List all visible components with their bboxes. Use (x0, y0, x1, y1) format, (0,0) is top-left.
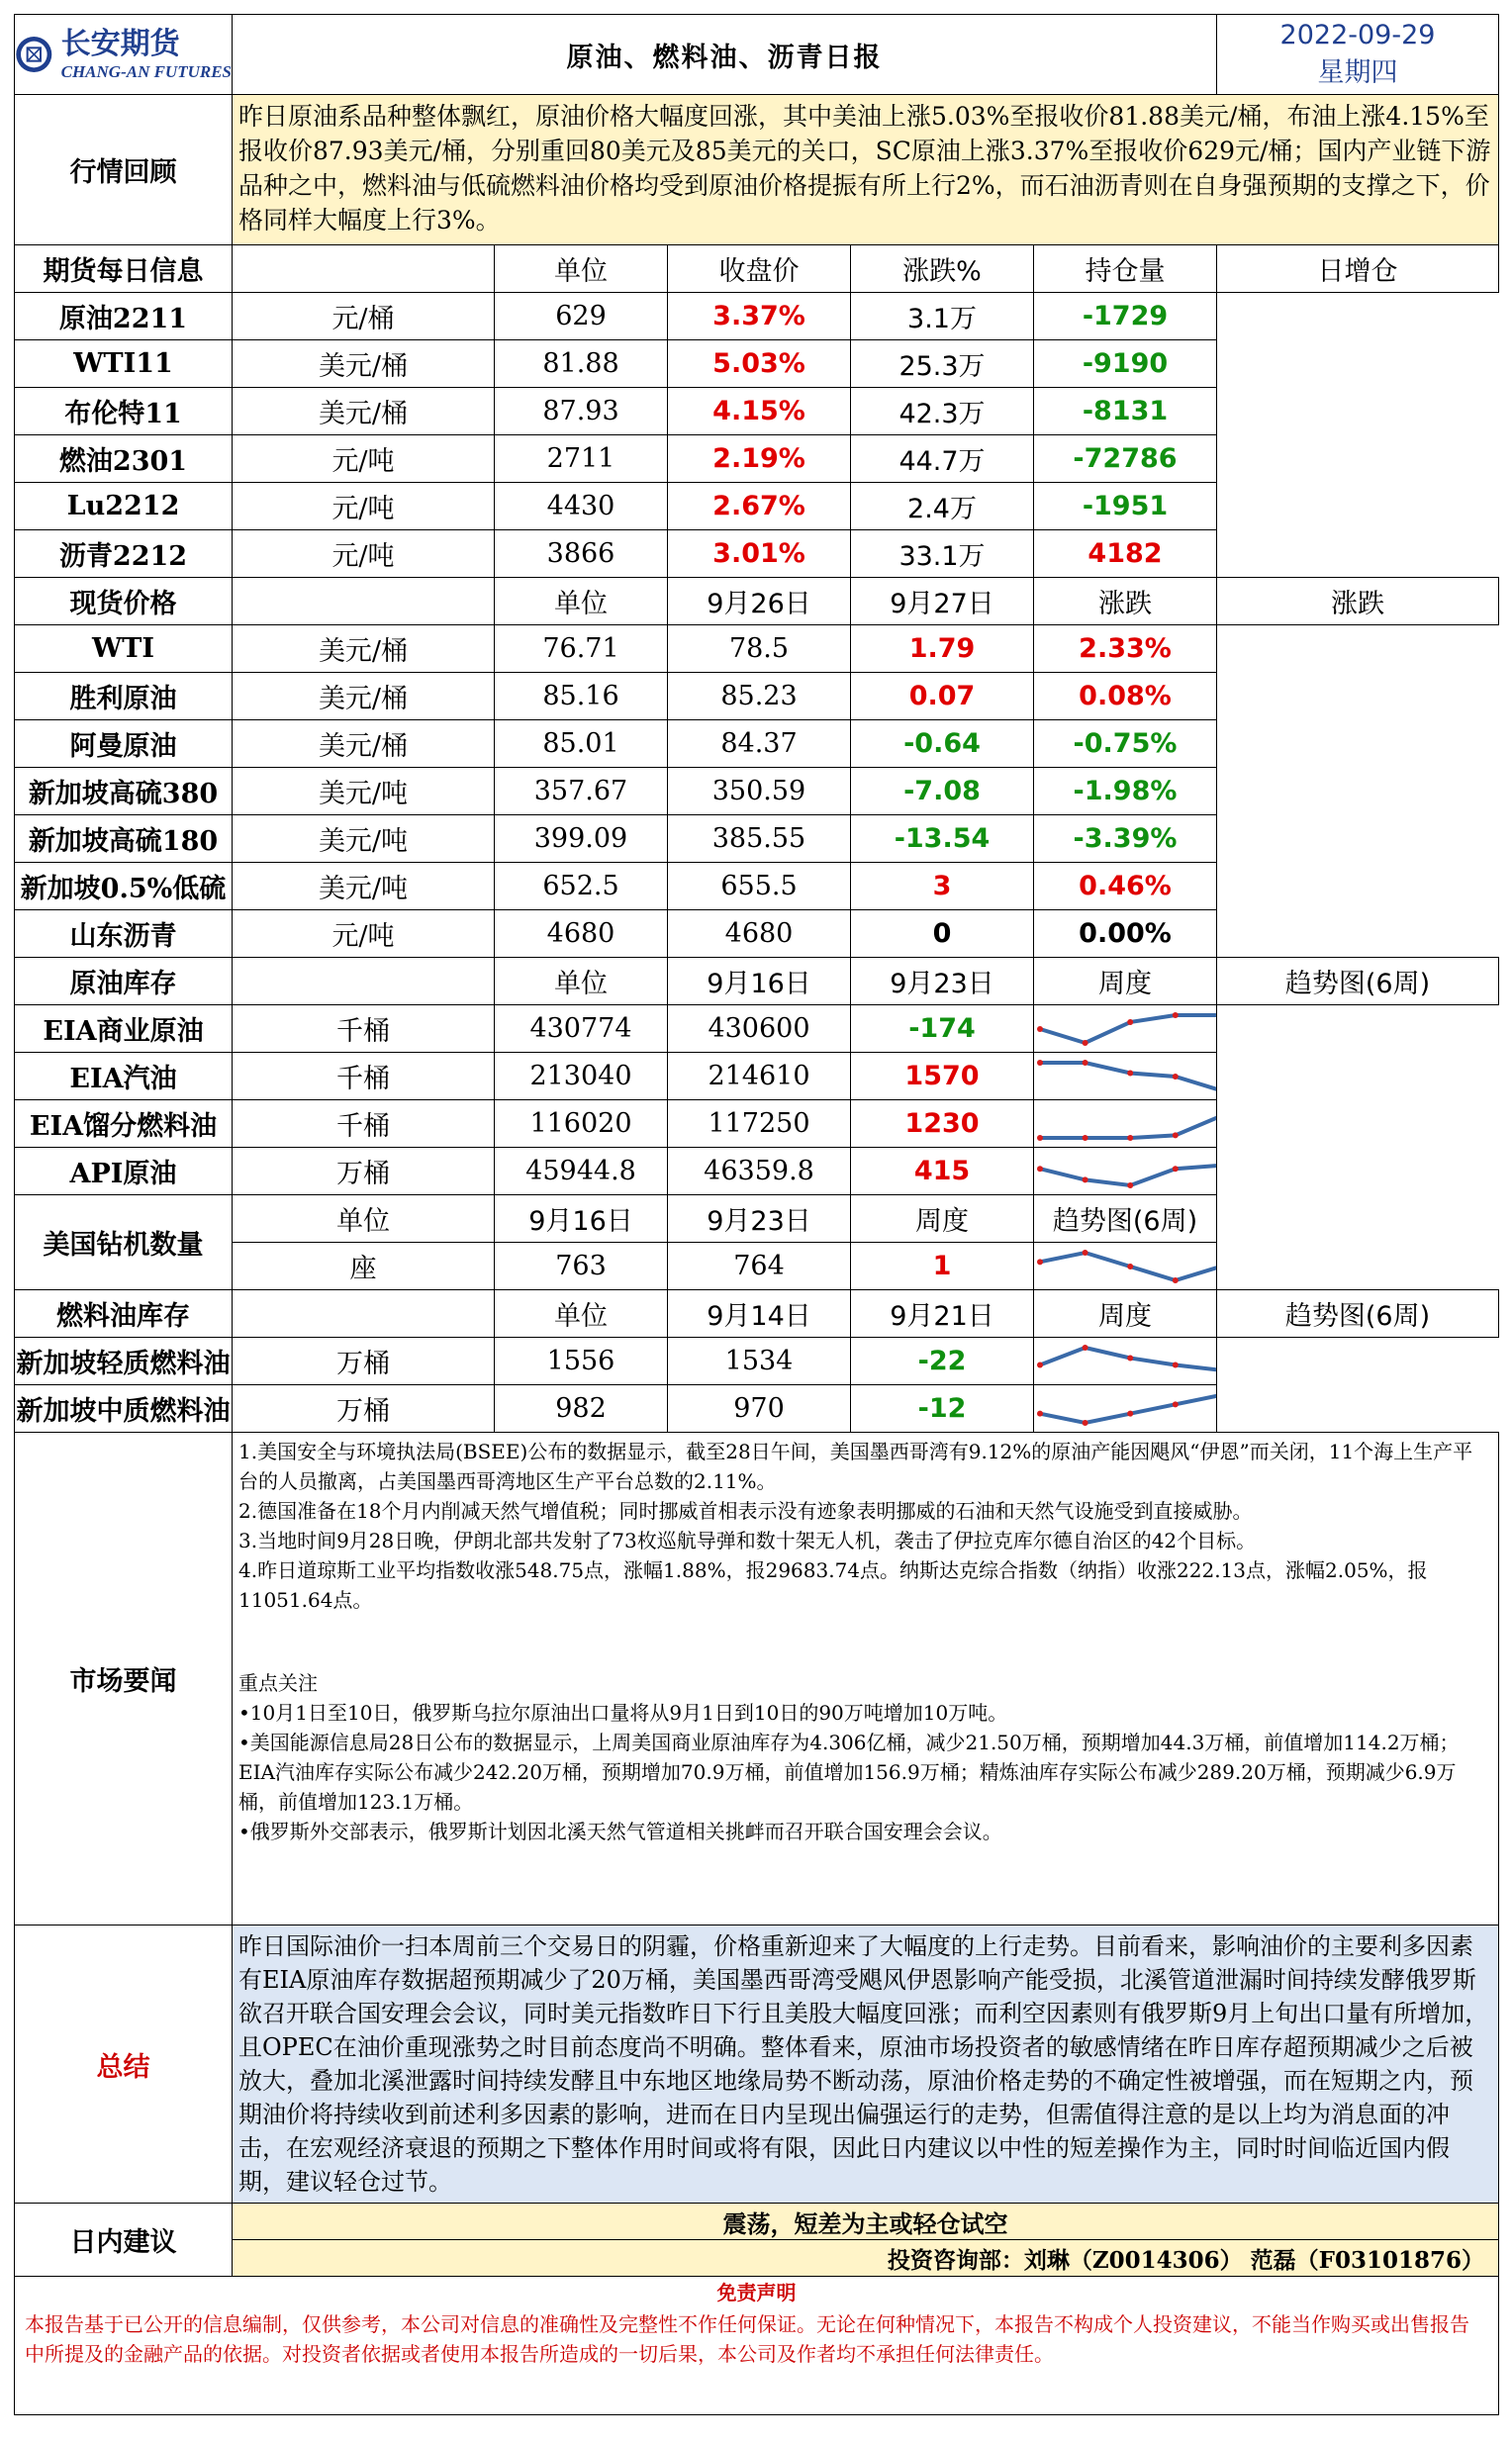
crude-trend-0-point-3 (1173, 1012, 1179, 1018)
analyst-info: 投资咨询部：刘琳（Z0014306） 范磊（F03101876） (233, 2240, 1499, 2277)
futures-chg: 5.03% (668, 340, 851, 388)
crude-trend-2-point-1 (1083, 1135, 1088, 1141)
fuel-header-d1: 9月14日 (668, 1290, 851, 1338)
futures-header-blank (233, 245, 495, 293)
news-item: 1.美国安全与环境执法局(BSEE)公布的数据显示，截至28日午间，美国墨西哥湾有9.12%的原油产能因飓风“伊恩”而关闭，11个海上生产平台的人员撤离，占美国墨西哥湾地区生产平台总数的2.11%。 (238, 1440, 1473, 1493)
futures-header-doi: 日增仓 (1217, 245, 1499, 293)
fuel-header-chg: 周度 (1034, 1290, 1217, 1338)
fuel-trend-1-line (1040, 1395, 1217, 1423)
crude-trend-1-line (1040, 1063, 1217, 1090)
market-review-label: 行情回顾 (15, 95, 233, 245)
rig-trend-sparkline (1034, 1247, 1217, 1286)
rig-d2: 764 (668, 1243, 851, 1290)
crude-trend-3-point-3 (1173, 1166, 1179, 1172)
spot-name: 阿曼原油 (15, 720, 233, 768)
fuel-name: 新加坡中质燃料油 (15, 1385, 233, 1433)
news-content (233, 1433, 1499, 1925)
spot-name: 新加坡0.5%低硫 (15, 863, 233, 910)
focus-items (238, 1698, 1492, 1846)
futures-label: 期货每日信息 (15, 245, 233, 293)
crude-d1: 430774 (495, 1005, 668, 1053)
fuel-header-unit: 单位 (495, 1290, 668, 1338)
futures-oi: 33.1万 (851, 530, 1034, 578)
futures-header-chg: 涨跌% (851, 245, 1034, 293)
report-date (1217, 15, 1499, 95)
crude-trend-2-point-3 (1173, 1132, 1179, 1138)
futures-doi: -9190 (1034, 340, 1217, 388)
advice-text: 震荡，短差为主或轻仓试空 (233, 2204, 1499, 2240)
futures-chg: 4.15% (668, 388, 851, 435)
crude-trend-3-point-0 (1037, 1166, 1043, 1172)
spot-chg: -0.64 (851, 720, 1034, 768)
spot-name: 新加坡高硫180 (15, 815, 233, 863)
spot-d2: 385.55 (668, 815, 851, 863)
rig-trend-point-1 (1083, 1250, 1088, 1256)
spot-unit: 美元/吨 (233, 815, 495, 863)
futures-name: WTI11 (15, 340, 233, 388)
focus-item: •美国能源信息局28日公布的数据显示，上周美国商业原油库存为4.306亿桶，减少21.50万桶，预期增加44.3万桶，前值增加114.2万桶；EIA汽油库存实际公布减少242.20万桶，预期增加70.9万桶，前值增加156.9万桶；精炼油库存实际公布减少289.20万桶，预期减少6.9万桶，前值增加123.1万桶。 (238, 1731, 1460, 1814)
rig-count-name: 美国钻机数量 (15, 1195, 233, 1290)
spot-header-pct: 涨跌 (1217, 578, 1499, 625)
futures-unit: 元/吨 (233, 483, 495, 530)
futures-row (15, 388, 1499, 435)
futures-chg: 3.01% (668, 530, 851, 578)
crude-name: EIA商业原油 (15, 1005, 233, 1053)
advice-label: 日内建议 (15, 2204, 233, 2277)
fuel-name: 新加坡轻质燃料油 (15, 1338, 233, 1385)
crude-header-unit: 单位 (495, 958, 668, 1005)
futures-chg: 3.37% (668, 293, 851, 340)
spot-chg: 0 (851, 910, 1034, 958)
crude-unit: 千桶 (233, 1053, 495, 1100)
news-item: 2.德国准备在18个月内削减天然气增值税；同时挪威首相表示没有迹象表明挪威的石油和天然气设施受到直接威胁。 (238, 1499, 1253, 1523)
fuel-trend-cell (1034, 1338, 1217, 1385)
fuel-trend-0-point-0 (1037, 1362, 1043, 1367)
spot-unit: 美元/桶 (233, 625, 495, 673)
spot-row (15, 863, 1499, 910)
spot-unit: 美元/吨 (233, 863, 495, 910)
crude-unit: 万桶 (233, 1148, 495, 1195)
spot-d2: 350.59 (668, 768, 851, 815)
futures-doi: -8131 (1034, 388, 1217, 435)
spot-pct: -3.39% (1034, 815, 1217, 863)
fuel-trend-1-point-3 (1173, 1401, 1179, 1407)
crude-name: API原油 (15, 1148, 233, 1195)
futures-row (15, 483, 1499, 530)
crude-trend-cell (1034, 1100, 1217, 1148)
fuel-trend-0-point-2 (1127, 1355, 1133, 1361)
rig-header-chg: 周度 (851, 1195, 1034, 1243)
crude-trend-0-point-1 (1083, 1040, 1088, 1046)
rig-header-unit: 单位 (233, 1195, 495, 1243)
futures-close: 2711 (495, 435, 668, 483)
spot-pct: 2.33% (1034, 625, 1217, 673)
futures-doi: 4182 (1034, 530, 1217, 578)
fuel-unit: 万桶 (233, 1385, 495, 1433)
crude-trend-3-sparkline (1034, 1152, 1217, 1191)
crude-trend-0-line (1040, 1015, 1217, 1043)
focus-title: 重点关注 (238, 1671, 318, 1695)
spot-chg: 0.07 (851, 673, 1034, 720)
fuel-trend-cell (1034, 1385, 1217, 1433)
crude-name: EIA汽油 (15, 1053, 233, 1100)
daily-report (14, 14, 1498, 2428)
futures-unit: 元/吨 (233, 530, 495, 578)
futures-unit: 美元/桶 (233, 388, 495, 435)
spot-d2: 84.37 (668, 720, 851, 768)
futures-unit: 美元/桶 (233, 340, 495, 388)
spot-d1: 357.67 (495, 768, 668, 815)
focus-item: •俄罗斯外交部表示，俄罗斯计划因北溪天然气管道相关挑衅而召开联合国安理会会议。 (238, 1820, 1002, 1843)
crude-trend-2-line (1040, 1110, 1217, 1138)
fuel-chg: -22 (851, 1338, 1034, 1385)
crude-d2: 46359.8 (668, 1148, 851, 1195)
logo-cn: 长安期货 (60, 27, 180, 61)
fuel-trend-1-sparkline (1034, 1389, 1217, 1429)
crude-header-chg: 周度 (1034, 958, 1217, 1005)
changan-logo-icon (15, 26, 53, 83)
futures-chg: 2.67% (668, 483, 851, 530)
spot-unit: 美元/吨 (233, 768, 495, 815)
crude-d2: 117250 (668, 1100, 851, 1148)
logo-cell (15, 15, 233, 95)
crude-inventory-label: 原油库存 (15, 958, 233, 1005)
spot-name: 新加坡高硫380 (15, 768, 233, 815)
focus-item: •10月1日至10日，俄罗斯乌拉尔原油出口量将从9月1日到10日的90万吨增加10万吨。 (238, 1701, 1008, 1725)
crude-header-d2: 9月23日 (851, 958, 1034, 1005)
spot-d2: 78.5 (668, 625, 851, 673)
spot-unit: 美元/桶 (233, 720, 495, 768)
fuel-trend-0-line (1040, 1348, 1217, 1375)
spot-header-unit: 单位 (495, 578, 668, 625)
crude-chg: 1230 (851, 1100, 1034, 1148)
fuel-trend-1-point-0 (1037, 1410, 1043, 1416)
futures-doi: -72786 (1034, 435, 1217, 483)
crude-header-trend: 趋势图(6周) (1217, 958, 1499, 1005)
crude-d1: 213040 (495, 1053, 668, 1100)
fuel-trend-1-point-1 (1083, 1420, 1088, 1426)
spot-row (15, 625, 1499, 673)
spot-pct: -1.98% (1034, 768, 1217, 815)
fuel-header-d2: 9月21日 (851, 1290, 1034, 1338)
futures-name: Lu2212 (15, 483, 233, 530)
crude-trend-1-sparkline (1034, 1057, 1217, 1096)
spot-d2: 85.23 (668, 673, 851, 720)
spot-chg: 1.79 (851, 625, 1034, 673)
crude-trend-2-sparkline (1034, 1104, 1217, 1144)
fuel-d2: 1534 (668, 1338, 851, 1385)
summary-label: 总结 (15, 1925, 233, 2204)
disclaimer (15, 2277, 1499, 2415)
spot-header-d2: 9月27日 (851, 578, 1034, 625)
rig-chg: 1 (851, 1243, 1034, 1290)
crude-row (15, 1053, 1499, 1100)
crude-row (15, 1148, 1499, 1195)
crude-row (15, 1100, 1499, 1148)
spot-row (15, 768, 1499, 815)
news-item: 4.昨日道琼斯工业平均指数收涨548.75点，涨幅1.88%，报29683.74点。纳斯达克综合指数（纳指）收涨222.13点，涨幅2.05%，报11051.64点。 (238, 1558, 1428, 1612)
spot-row (15, 720, 1499, 768)
spot-chg: -13.54 (851, 815, 1034, 863)
fuel-header-blank (233, 1290, 495, 1338)
futures-close: 3866 (495, 530, 668, 578)
futures-unit: 元/吨 (233, 435, 495, 483)
futures-doi: -1729 (1034, 293, 1217, 340)
weekday-text: 星期四 (1317, 57, 1398, 88)
fuel-header-trend: 趋势图(6周) (1217, 1290, 1499, 1338)
futures-name: 沥青2212 (15, 530, 233, 578)
futures-oi: 42.3万 (851, 388, 1034, 435)
futures-header-oi: 持仓量 (1034, 245, 1217, 293)
crude-header-d1: 9月16日 (668, 958, 851, 1005)
spot-chg: 3 (851, 863, 1034, 910)
futures-close: 4430 (495, 483, 668, 530)
crude-trend-3-point-2 (1127, 1182, 1133, 1188)
futures-row (15, 435, 1499, 483)
fuel-d2: 970 (668, 1385, 851, 1433)
fuel-row (15, 1385, 1499, 1433)
spot-row (15, 673, 1499, 720)
crude-trend-2-point-2 (1127, 1135, 1133, 1141)
spot-name: 胜利原油 (15, 673, 233, 720)
spot-d1: 76.71 (495, 625, 668, 673)
crude-trend-cell (1034, 1053, 1217, 1100)
summary-text: 昨日国际油价一扫本周前三个交易日的阴霾，价格重新迎来了大幅度的上行走势。目前看来，影响油价的主要利多因素有EIA原油库存数据超预期减少了20万桶，美国墨西哥湾受飓风伊恩影响产能受损，北溪管道泄漏时间持续发酵俄罗斯欲召开联合国安理会会议，同时美元指数昨日下行且美股大幅度回涨；而利空因素则有俄罗斯9月上旬出口量有所增加，且OPEC在油价重现涨势之时目前态度尚不明确。整体看来，原油市场投资者的敏感情绪在昨日库存超预期减少之后被放大，叠加北溪泄露时间持续发酵且中东地区地缘局势不断动荡，原油价格走势的不确定性被增强，而在短期之内，预期油价将持续收到前述利多因素的影响，进而在日内呈现出偏强运行的走势，但需值得注意的是以上均为消息面的冲击，在宏观经济衰退的预期之下整体作用时间或将有限，因此日内建议以中性的短差操作为主，同时时间临近国内假期，建议轻仓过节。 (233, 1925, 1499, 2204)
crude-trend-2-point-0 (1037, 1135, 1043, 1141)
futures-header-unit: 单位 (495, 245, 668, 293)
futures-unit: 元/桶 (233, 293, 495, 340)
rig-trend-cell (1034, 1243, 1217, 1290)
spot-chg: -7.08 (851, 768, 1034, 815)
spot-row (15, 910, 1499, 958)
crude-d1: 116020 (495, 1100, 668, 1148)
crude-trend-0-point-2 (1127, 1019, 1133, 1025)
spot-d1: 652.5 (495, 863, 668, 910)
futures-oi: 3.1万 (851, 293, 1034, 340)
crude-chg: 415 (851, 1148, 1034, 1195)
rig-header-d1: 9月16日 (495, 1195, 668, 1243)
disclaimer-title: 免责声明 (716, 2281, 797, 2304)
crude-trend-cell (1034, 1005, 1217, 1053)
crude-trend-1-point-3 (1173, 1074, 1179, 1080)
spot-pct: 0.08% (1034, 673, 1217, 720)
spot-unit: 元/吨 (233, 910, 495, 958)
futures-row (15, 530, 1499, 578)
crude-d2: 214610 (668, 1053, 851, 1100)
crude-unit: 千桶 (233, 1100, 495, 1148)
market-review-text: 昨日原油系品种整体飘红，原油价格大幅度回涨，其中美油上涨5.03%至报收价81.88美元/桶，布油上涨4.15%至报收价87.93美元/桶，分别重回80美元及85美元的关口，SC原油上涨3.37%至报收价629元/桶；国内产业链下游品种之中，燃料油与低硫燃料油价格均受到原油价格提振有所上行2%，而石油沥青则在自身强预期的支撑之下，价格同样大幅度上行3%。 (233, 95, 1499, 245)
fuel-d1: 982 (495, 1385, 668, 1433)
spot-name: WTI (15, 625, 233, 673)
futures-oi: 44.7万 (851, 435, 1034, 483)
crude-name: EIA馏分燃料油 (15, 1100, 233, 1148)
crude-row (15, 1005, 1499, 1053)
date-text: 2022-09-29 (1279, 20, 1436, 50)
fuel-trend-0-point-1 (1083, 1345, 1088, 1351)
futures-name: 燃油2301 (15, 435, 233, 483)
futures-close: 81.88 (495, 340, 668, 388)
spot-label: 现货价格 (15, 578, 233, 625)
rig-unit: 座 (233, 1243, 495, 1290)
news-items (238, 1437, 1492, 1615)
spot-d1: 4680 (495, 910, 668, 958)
futures-name: 布伦特11 (15, 388, 233, 435)
crude-trend-1-point-1 (1083, 1060, 1088, 1066)
fuel-d1: 1556 (495, 1338, 668, 1385)
news-label: 市场要闻 (15, 1433, 233, 1925)
fuel-trend-1-point-2 (1127, 1410, 1133, 1416)
rig-header-trend: 趋势图(6周) (1034, 1195, 1217, 1243)
rig-header-d2: 9月23日 (668, 1195, 851, 1243)
rig-trend-point-2 (1127, 1264, 1133, 1269)
news-item: 3.当地时间9月28日晚，伊朗北部共发射了73枚巡航导弹和数十架无人机，袭击了伊拉克库尔德自治区的42个目标。 (238, 1529, 1257, 1552)
logo-en: CHANG-AN FUTURES (60, 62, 232, 81)
spot-pct: 0.46% (1034, 863, 1217, 910)
crude-chg: -174 (851, 1005, 1034, 1053)
rig-trend-point-0 (1037, 1259, 1043, 1265)
futures-chg: 2.19% (668, 435, 851, 483)
futures-row (15, 293, 1499, 340)
futures-doi: -1951 (1034, 483, 1217, 530)
fuel-chg: -12 (851, 1385, 1034, 1433)
spot-pct: -0.75% (1034, 720, 1217, 768)
crude-trend-3-line (1040, 1158, 1217, 1185)
fuel-trend-0-sparkline (1034, 1342, 1217, 1381)
futures-header-close: 收盘价 (668, 245, 851, 293)
futures-close: 629 (495, 293, 668, 340)
spot-d2: 655.5 (668, 863, 851, 910)
page-title: 原油、燃料油、沥青日报 (233, 15, 1217, 95)
spot-pct: 0.00% (1034, 910, 1217, 958)
fuel-inventory-label: 燃料油库存 (15, 1290, 233, 1338)
spot-d1: 399.09 (495, 815, 668, 863)
spot-row (15, 815, 1499, 863)
spot-d1: 85.16 (495, 673, 668, 720)
futures-row (15, 340, 1499, 388)
crude-unit: 千桶 (233, 1005, 495, 1053)
crude-trend-cell (1034, 1148, 1217, 1195)
spot-d2: 4680 (668, 910, 851, 958)
futures-name: 原油2211 (15, 293, 233, 340)
crude-d2: 430600 (668, 1005, 851, 1053)
crude-trend-0-point-0 (1037, 1026, 1043, 1032)
spot-name: 山东沥青 (15, 910, 233, 958)
rig-d1: 763 (495, 1243, 668, 1290)
crude-trend-3-point-1 (1083, 1176, 1088, 1182)
crude-trend-1-point-0 (1037, 1060, 1043, 1066)
crude-header-blank (233, 958, 495, 1005)
futures-close: 87.93 (495, 388, 668, 435)
crude-chg: 1570 (851, 1053, 1034, 1100)
report-table (14, 14, 1499, 2415)
spot-header-chg: 涨跌 (1034, 578, 1217, 625)
crude-d1: 45944.8 (495, 1148, 668, 1195)
fuel-row (15, 1338, 1499, 1385)
spot-header-d1: 9月26日 (668, 578, 851, 625)
futures-oi: 2.4万 (851, 483, 1034, 530)
spot-unit: 美元/桶 (233, 673, 495, 720)
futures-oi: 25.3万 (851, 340, 1034, 388)
rig-trend-point-3 (1173, 1277, 1179, 1283)
spot-d1: 85.01 (495, 720, 668, 768)
crude-trend-1-point-2 (1127, 1070, 1133, 1076)
fuel-unit: 万桶 (233, 1338, 495, 1385)
disclaimer-text: 本报告基于已公开的信息编制，仅供参考，本公司对信息的准确性及完整性不作任何保证。无论在何种情况下，本报告不构成个人投资建议，不能当作购买或出售报告中所提及的金融产品的依据。对投资者依据或者使用本报告所造成的一切后果，本公司及作者均不承担任何法律责任。 (25, 2312, 1469, 2366)
fuel-trend-0-point-3 (1173, 1362, 1179, 1367)
spot-header-blank (233, 578, 495, 625)
crude-trend-0-sparkline (1034, 1009, 1217, 1049)
